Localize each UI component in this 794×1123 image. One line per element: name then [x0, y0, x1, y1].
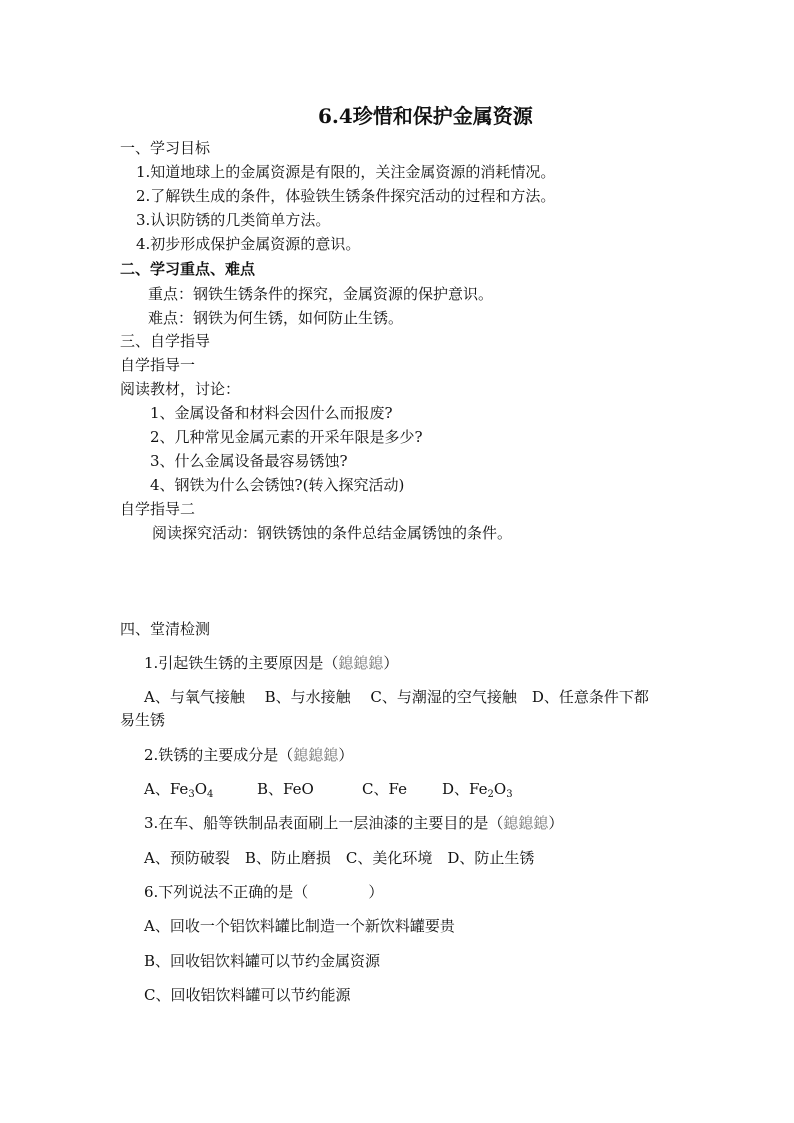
question-3: 3.在车、船等铁制品表面刷上一层油漆的主要目的是（鎴鎴鎴） — [144, 814, 564, 832]
question-6-option: C、回收铝饮料罐可以节约能源 — [144, 986, 351, 1004]
option-a-text: O — [194, 780, 207, 798]
question-2-option-c: C、Fe — [362, 780, 407, 798]
goal-item: 1.知道地球上的金属资源是有限的，关注金属资源的消耗情况。 — [136, 163, 556, 181]
question-2: 2.铁锈的主要成分是（鎴鎴鎴） — [144, 746, 354, 764]
question-2-option-d — [442, 779, 513, 802]
option-d-text: D、Fe — [442, 780, 488, 798]
guide-question: 1、金属设备和材料会因什么而报废? — [150, 404, 393, 422]
goal-item: 2.了解铁生成的条件，体验铁生锈条件探究活动的过程和方法。 — [136, 187, 556, 205]
goal-item: 3.认识防锈的几类简单方法。 — [136, 211, 331, 229]
question-6: 6.下列说法不正确的是（ ） — [144, 883, 384, 901]
question-1-stem: 1.引起铁生锈的主要原因是（ — [144, 654, 339, 672]
section-heading-goals: 一、学习目标 — [120, 139, 211, 157]
question-3-options: A、预防破裂 B、防止磨损 C、美化环境 D、防止生锈 — [144, 849, 535, 867]
question-3-stem: 3.在车、船等铁制品表面刷上一层油漆的主要目的是（ — [144, 814, 504, 832]
question-2-blank: 鎴鎴鎴 — [293, 746, 339, 764]
guide-one-title: 自学指导一 — [120, 356, 196, 374]
question-1-options: A、与氧气接触 B、与水接触 C、与潮湿的空气接触 D、任意条件下都 — [144, 688, 649, 706]
difficulty-text: 难点：钢铁为何生锈，如何防止生锈。 — [148, 309, 404, 327]
subscript: 3 — [188, 789, 195, 800]
subscript: 2 — [487, 789, 494, 800]
goal-item: 4.初步形成保护金属资源的意识。 — [136, 235, 361, 253]
guide-two-text: 阅读探究活动：钢铁锈蚀的条件总结金属锈蚀的条件。 — [152, 524, 513, 542]
question-3-blank: 鎴鎴鎴 — [503, 814, 549, 832]
guide-two-title: 自学指导二 — [120, 500, 196, 518]
subscript: 4 — [207, 789, 214, 800]
section-heading-quiz: 四、堂清检测 — [120, 620, 211, 638]
section-heading-self-study: 三、自学指导 — [120, 332, 211, 350]
question-6-option: A、回收一个铝饮料罐比制造一个新饮料罐要贵 — [144, 917, 455, 935]
guide-question: 2、几种常见金属元素的开采年限是多少? — [150, 428, 423, 446]
section-heading-key-points: 二、学习重点、难点 — [120, 260, 256, 278]
question-2-option-a — [144, 779, 213, 802]
guide-question: 4、钢铁为什么会锈蚀?(转入探究活动) — [150, 476, 405, 494]
page-title: 6.4珍惜和保护金属资源 — [318, 104, 533, 128]
guide-one-intro: 阅读教材，讨论： — [120, 380, 241, 398]
option-d-text: O — [493, 780, 507, 798]
question-2-option-b: B、FeO — [257, 780, 314, 798]
question-1-blank: 鎴鎴鎴 — [338, 654, 384, 672]
key-point-text: 重点：钢铁生锈条件的探究，金属资源的保护意识。 — [148, 285, 494, 303]
question-1-options-wrap: 易生锈 — [120, 711, 166, 729]
subscript: 3 — [506, 789, 513, 800]
question-1: 1.引起铁生锈的主要原因是（鎴鎴鎴） — [144, 654, 399, 672]
question-6-option: B、回收铝饮料罐可以节约金属资源 — [144, 952, 381, 970]
question-2-stem: 2.铁锈的主要成分是（ — [144, 746, 294, 764]
guide-question: 3、什么金属设备最容易锈蚀? — [150, 452, 348, 470]
option-a-text: A、Fe — [144, 780, 189, 798]
